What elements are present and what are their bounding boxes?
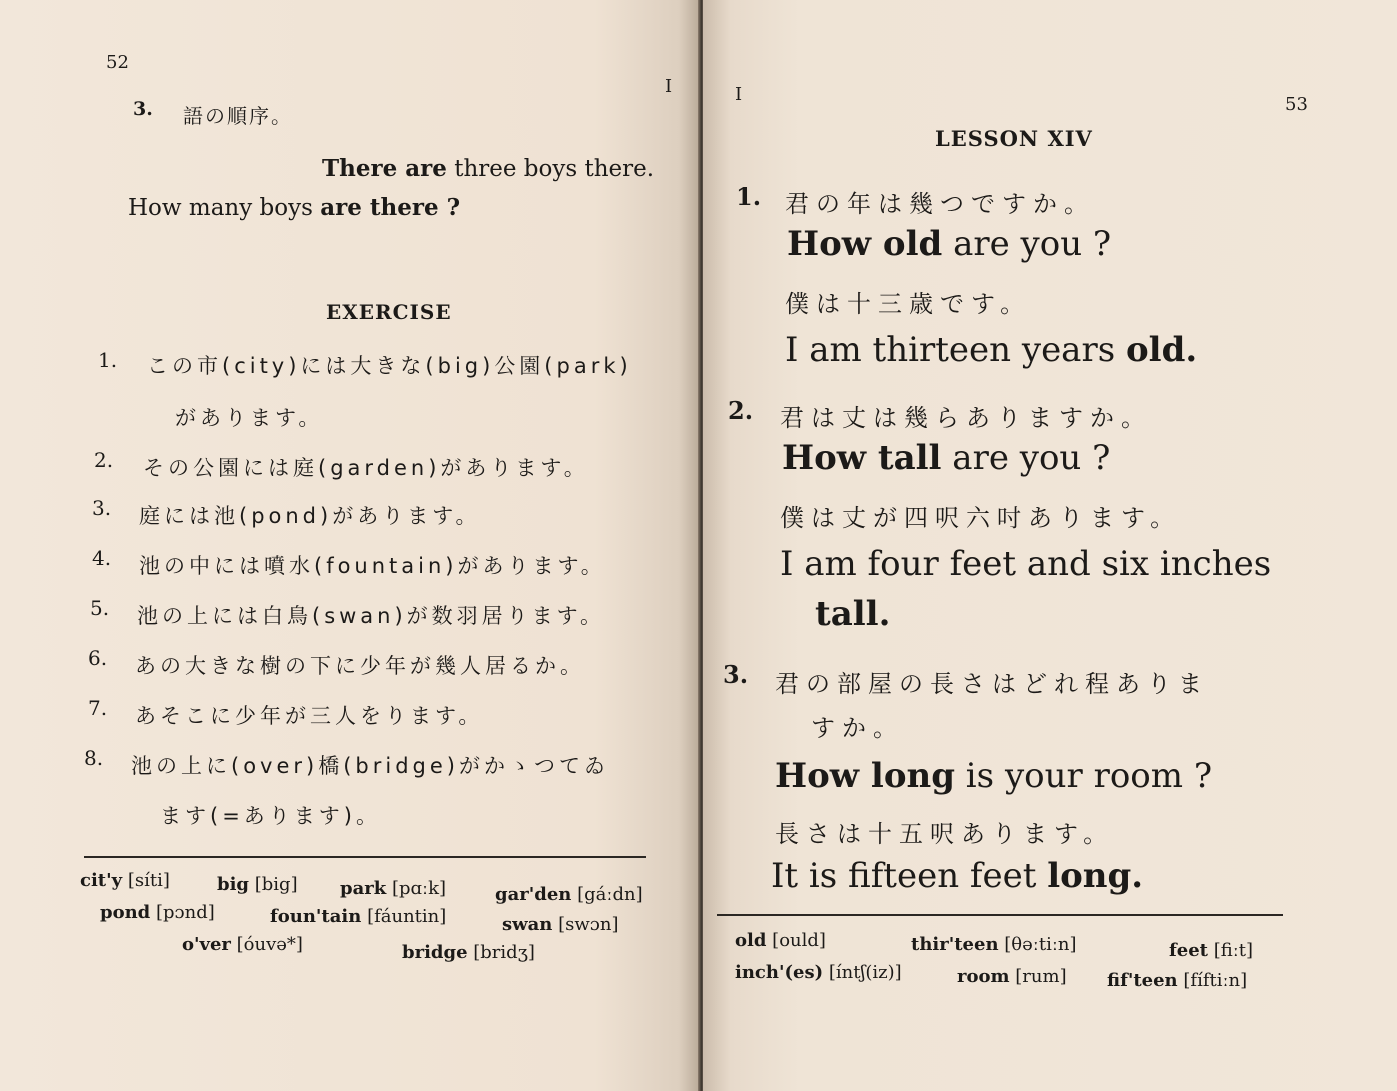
vocab-entry: o'ver [óuvə*] (182, 934, 303, 955)
question-jp: 君の部屋の長さはどれ程ありま (775, 670, 1209, 698)
item-number: 1. (736, 182, 762, 211)
item-number: 2. (728, 396, 754, 425)
exercise-line: 池の上には白鳥(swan)が数羽居ります。 (137, 604, 605, 628)
question-en: How long is your room ? (775, 756, 1213, 796)
exercise-number: 8. (84, 746, 104, 770)
example-sentence-2: How many boys are there ? (128, 194, 461, 221)
exercise-number: 4. (92, 546, 112, 570)
answer-jp: 僕は十三歳です。 (785, 290, 1032, 318)
right-page (703, 0, 1397, 1091)
answer-en: I am thirteen years old. (785, 330, 1198, 370)
exercise-number: 1. (98, 348, 118, 372)
vocab-entry: inch'(es) [íntʃ(iz)] (735, 962, 902, 983)
vocab-entry: foun'tain [fáuntin] (270, 906, 447, 927)
vocab-entry: pond [pɔnd] (100, 902, 215, 923)
answer-en-continued: tall. (815, 594, 891, 634)
vocab-entry: bridge [bridʒ] (402, 942, 535, 963)
exercise-line: 池の上に(over)橋(bridge)がかゝつてゐ (131, 754, 609, 778)
page-number-right: 53 (1285, 94, 1308, 115)
exercise-number: 5. (90, 596, 110, 620)
vocab-entry: thir'teen [θəːtiːn] (911, 934, 1077, 955)
example-sentence-1: There are three boys there. (322, 155, 655, 182)
question-jp-continued: すか。 (811, 714, 904, 742)
vocab-entry: park [pɑːk] (340, 878, 447, 899)
exercise-line: この市(city)には大きな(big)公園(park) (147, 354, 632, 378)
exercise-line: あの大きな樹の下に少年が幾人居るか。 (135, 654, 585, 678)
question-jp: 君は丈は幾らありますか。 (780, 404, 1152, 432)
vocab-entry: fif'teen [fíftiːn] (1107, 970, 1248, 991)
vocab-entry: room [rum] (957, 966, 1067, 987)
vocab-entry: feet [fiːt] (1169, 940, 1254, 961)
answer-en: It is fifteen feet long. (771, 856, 1144, 896)
vocab-entry: gar'den [gáːdn] (495, 884, 643, 905)
vocab-entry: old [ould] (735, 930, 826, 951)
exercise-number: 3. (92, 496, 112, 520)
exercise-number: 6. (88, 646, 108, 670)
exercise-number: 7. (88, 696, 108, 720)
margin-mark-right: I (735, 84, 743, 105)
page-number-left: 52 (106, 52, 129, 73)
exercise-line: あそこに少年が三人をります。 (135, 704, 484, 728)
question-en: How old are you ? (787, 224, 1112, 264)
exercise-line: その公園には庭(garden)があります。 (143, 456, 589, 480)
section-number: 3. (133, 98, 153, 120)
vocab-entry: cit'y [síti] (80, 870, 170, 891)
question-jp: 君の年は幾つですか。 (785, 190, 1095, 218)
answer-jp: 長さは十五呎あります。 (775, 820, 1115, 848)
exercise-line: があります。 (175, 406, 324, 430)
margin-mark-left: I (665, 76, 673, 97)
question-en: How tall are you ? (782, 438, 1111, 478)
answer-en: I am four feet and six inches (780, 544, 1272, 584)
exercise-line: ます(=あります)。 (160, 804, 381, 828)
vocabulary-divider (717, 914, 1283, 916)
item-number: 3. (723, 660, 749, 689)
exercise-line: 庭には池(pond)があります。 (139, 504, 481, 528)
lesson-title: LESSON XIV (935, 126, 1093, 151)
exercise-title: EXERCISE (326, 300, 452, 324)
exercise-number: 2. (94, 448, 114, 472)
vocab-entry: swan [swɔn] (502, 914, 619, 935)
vocabulary-divider (84, 856, 646, 858)
answer-jp: 僕は丈が四呎六吋あります。 (780, 504, 1182, 532)
exercise-line: 池の中には噴水(fountain)があります。 (139, 554, 606, 578)
section-title: 語の順序。 (183, 104, 293, 128)
vocab-entry: big [big] (217, 874, 298, 895)
